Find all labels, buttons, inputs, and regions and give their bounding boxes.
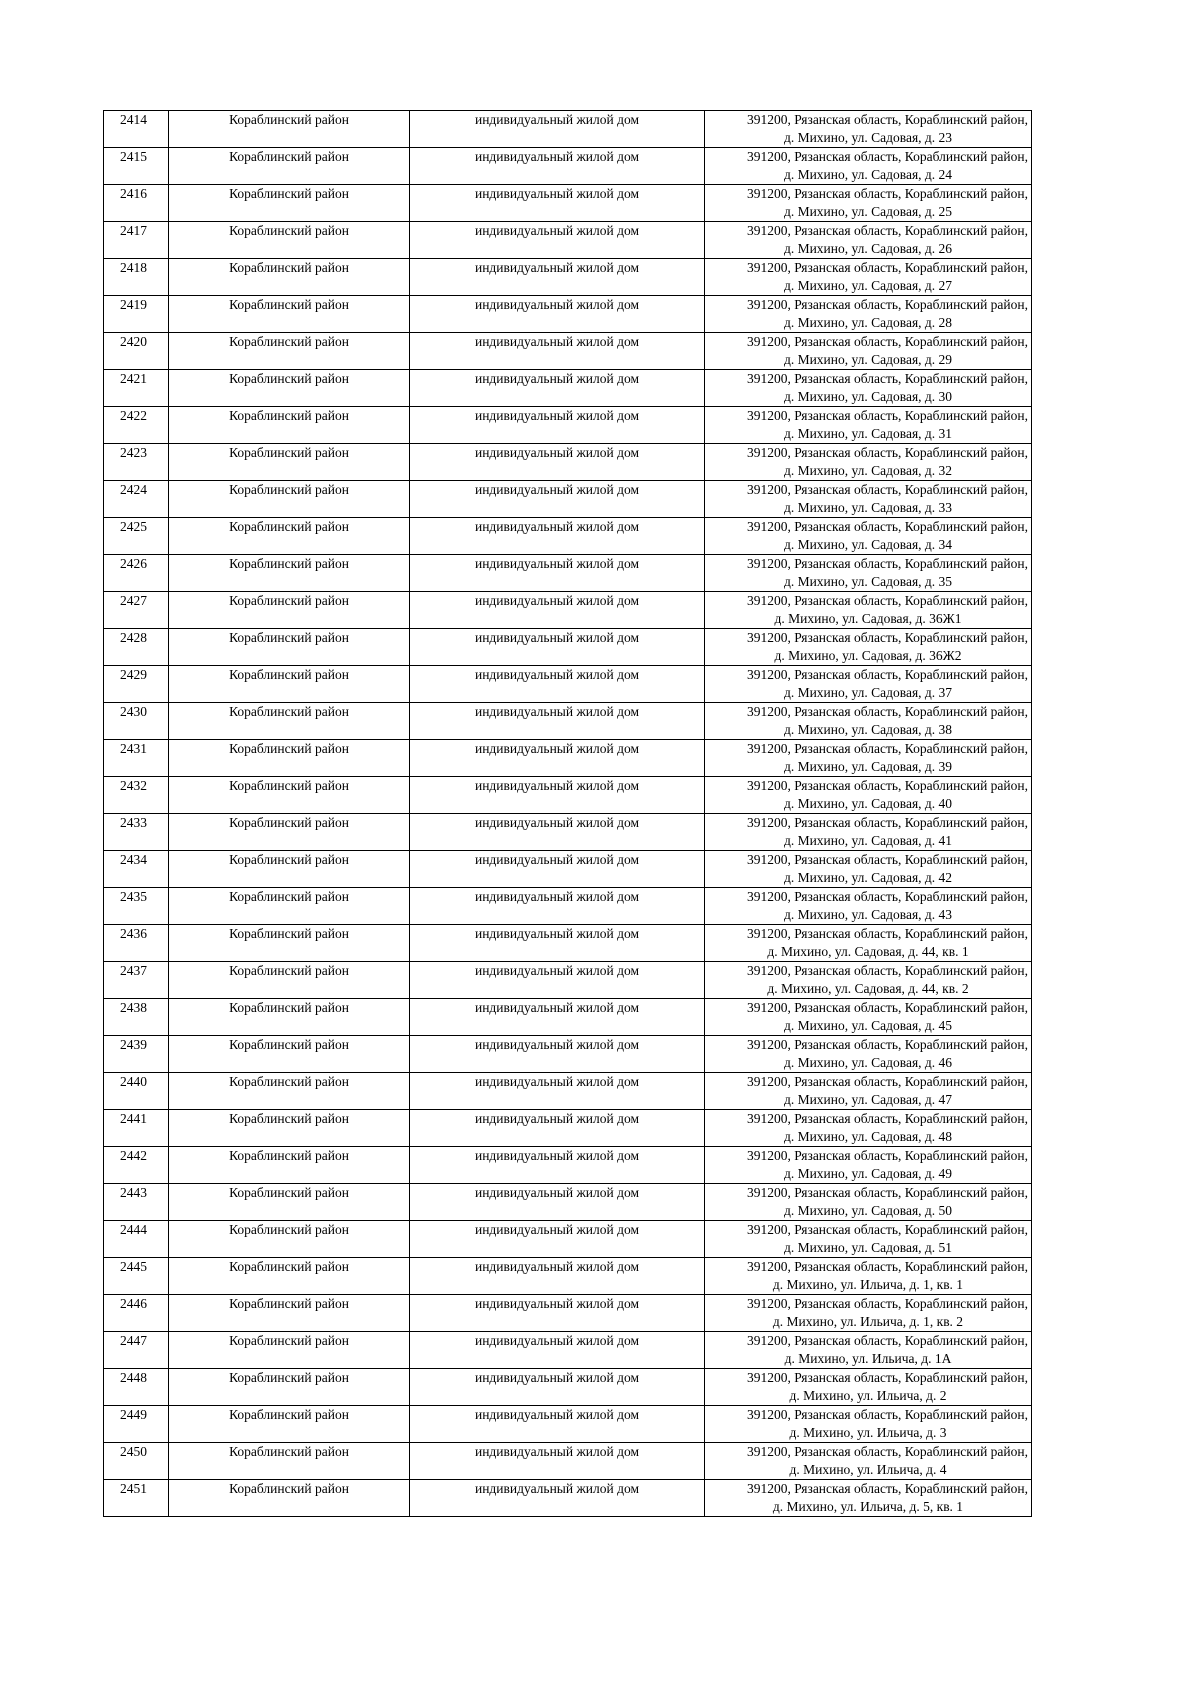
row-district: Кораблинский район [169,370,410,407]
row-object-type: индивидуальный жилой дом [410,1443,705,1480]
address-line-1: 391200, Рязанская область, Кораблинский район, [747,186,1028,201]
address-line-1: 391200, Рязанская область, Кораблинский район, [747,1000,1028,1015]
row-object-type: индивидуальный жилой дом [410,555,705,592]
address-line-1: 391200, Рязанская область, Кораблинский район, [747,1333,1028,1348]
table-row [104,370,1032,407]
address-line-1: 391200, Рязанская область, Кораблинский район, [747,482,1028,497]
row-object-type: индивидуальный жилой дом [410,222,705,259]
address-line-1: 391200, Рязанская область, Кораблинский район, [747,223,1028,238]
address-line-1: 391200, Рязанская область, Кораблинский район, [747,1111,1028,1126]
row-number: 2415 [104,148,169,185]
address-line-1: 391200, Рязанская область, Кораблинский район, [747,889,1028,904]
row-number: 2431 [104,740,169,777]
row-address [705,407,1032,444]
row-object-type: индивидуальный жилой дом [410,1221,705,1258]
row-address [705,555,1032,592]
table-row [104,481,1032,518]
row-number: 2434 [104,851,169,888]
address-line-1: 391200, Рязанская область, Кораблинский район, [747,963,1028,978]
address-line-1: 391200, Рязанская область, Кораблинский район, [747,1185,1028,1200]
address-line-1: 391200, Рязанская область, Кораблинский район, [747,1481,1028,1496]
row-district: Кораблинский район [169,1110,410,1147]
address-line-1: 391200, Рязанская область, Кораблинский район, [747,260,1028,275]
row-district: Кораблинский район [169,481,410,518]
address-line-1: 391200, Рязанская область, Кораблинский район, [747,1407,1028,1422]
row-object-type: индивидуальный жилой дом [410,444,705,481]
row-object-type: индивидуальный жилой дом [410,1295,705,1332]
row-district: Кораблинский район [169,1258,410,1295]
address-line-2: д. Михино, ул. Садовая, д. 48 [783,1129,953,1144]
address-line-1: 391200, Рязанская область, Кораблинский район, [747,704,1028,719]
table-row [104,851,1032,888]
row-number: 2451 [104,1480,169,1517]
row-district: Кораблинский район [169,1073,410,1110]
row-district: Кораблинский район [169,555,410,592]
row-number: 2429 [104,666,169,703]
row-number: 2433 [104,814,169,851]
row-address [705,1295,1032,1332]
table-row [104,1443,1032,1480]
row-object-type: индивидуальный жилой дом [410,592,705,629]
table-row [104,999,1032,1036]
row-district: Кораблинский район [169,851,410,888]
address-line-1: 391200, Рязанская область, Кораблинский район, [747,630,1028,645]
table-row [104,259,1032,296]
address-line-2: д. Михино, ул. Садовая, д. 35 [783,574,953,589]
row-number: 2425 [104,518,169,555]
address-line-1: 391200, Рязанская область, Кораблинский район, [747,334,1028,349]
table-row [104,1406,1032,1443]
address-line-1: 391200, Рязанская область, Кораблинский район, [747,667,1028,682]
table-row [104,407,1032,444]
row-number: 2432 [104,777,169,814]
row-district: Кораблинский район [169,259,410,296]
row-address [705,148,1032,185]
address-line-1: 391200, Рязанская область, Кораблинский район, [747,1296,1028,1311]
row-number: 2419 [104,296,169,333]
row-district: Кораблинский район [169,1221,410,1258]
row-number: 2422 [104,407,169,444]
row-district: Кораблинский район [169,444,410,481]
address-line-1: 391200, Рязанская область, Кораблинский район, [747,1074,1028,1089]
row-district: Кораблинский район [169,222,410,259]
table-row [104,148,1032,185]
row-object-type: индивидуальный жилой дом [410,888,705,925]
address-line-1: 391200, Рязанская область, Кораблинский район, [747,1037,1028,1052]
row-number: 2414 [104,111,169,148]
row-district: Кораблинский район [169,148,410,185]
row-district: Кораблинский район [169,999,410,1036]
address-line-2: д. Михино, ул. Садовая, д. 31 [783,426,953,441]
address-line-2: д. Михино, ул. Ильича, д. 5, кв. 1 [772,1499,964,1514]
row-number: 2441 [104,1110,169,1147]
row-number: 2418 [104,259,169,296]
address-line-2: д. Михино, ул. Садовая, д. 26 [783,241,953,256]
table-row [104,555,1032,592]
row-number: 2446 [104,1295,169,1332]
row-address [705,370,1032,407]
row-object-type: индивидуальный жилой дом [410,370,705,407]
row-object-type: индивидуальный жилой дом [410,296,705,333]
address-line-2: д. Михино, ул. Садовая, д. 39 [783,759,953,774]
row-district: Кораблинский район [169,962,410,999]
address-line-1: 391200, Рязанская область, Кораблинский район, [747,149,1028,164]
row-district: Кораблинский район [169,407,410,444]
row-address [705,1110,1032,1147]
registry-table [103,110,1032,1517]
row-address [705,1036,1032,1073]
address-line-1: 391200, Рязанская область, Кораблинский район, [747,1222,1028,1237]
address-line-2: д. Михино, ул. Садовая, д. 33 [783,500,953,515]
row-number: 2423 [104,444,169,481]
row-number: 2440 [104,1073,169,1110]
row-district: Кораблинский район [169,666,410,703]
row-object-type: индивидуальный жилой дом [410,333,705,370]
address-line-2: д. Михино, ул. Садовая, д. 27 [783,278,953,293]
row-address [705,1406,1032,1443]
row-district: Кораблинский район [169,740,410,777]
address-line-1: 391200, Рязанская область, Кораблинский район, [747,778,1028,793]
row-object-type: индивидуальный жилой дом [410,1110,705,1147]
address-line-2: д. Михино, ул. Садовая, д. 36Ж2 [774,648,962,663]
row-address [705,518,1032,555]
table-row [104,814,1032,851]
table-row [104,518,1032,555]
row-object-type: индивидуальный жилой дом [410,1332,705,1369]
row-district: Кораблинский район [169,592,410,629]
table-row [104,1184,1032,1221]
row-address [705,962,1032,999]
row-district: Кораблинский район [169,925,410,962]
address-line-2: д. Михино, ул. Садовая, д. 50 [783,1203,953,1218]
row-district: Кораблинский район [169,333,410,370]
row-district: Кораблинский район [169,1147,410,1184]
address-line-1: 391200, Рязанская область, Кораблинский район, [747,556,1028,571]
row-address [705,1369,1032,1406]
address-line-1: 391200, Рязанская область, Кораблинский район, [747,593,1028,608]
address-line-2: д. Михино, ул. Садовая, д. 30 [783,389,953,404]
row-number: 2445 [104,1258,169,1295]
row-object-type: индивидуальный жилой дом [410,1147,705,1184]
table-row [104,333,1032,370]
row-address [705,851,1032,888]
table-row [104,629,1032,666]
address-line-1: 391200, Рязанская область, Кораблинский район, [747,519,1028,534]
row-object-type: индивидуальный жилой дом [410,111,705,148]
address-line-2: д. Михино, ул. Ильича, д. 1, кв. 2 [772,1314,964,1329]
row-object-type: индивидуальный жилой дом [410,814,705,851]
address-line-2: д. Михино, ул. Садовая, д. 36Ж1 [774,611,962,626]
table-row [104,666,1032,703]
table-row [104,777,1032,814]
table-row [104,1073,1032,1110]
table-row [104,703,1032,740]
address-line-2: д. Михино, ул. Ильича, д. 1А [784,1351,952,1366]
row-number: 2417 [104,222,169,259]
address-line-1: 391200, Рязанская область, Кораблинский район, [747,926,1028,941]
table-row [104,925,1032,962]
row-address [705,296,1032,333]
row-number: 2438 [104,999,169,1036]
row-district: Кораблинский район [169,703,410,740]
row-object-type: индивидуальный жилой дом [410,851,705,888]
row-number: 2416 [104,185,169,222]
table-row [104,1480,1032,1517]
row-address [705,1147,1032,1184]
row-object-type: индивидуальный жилой дом [410,1369,705,1406]
table-row [104,185,1032,222]
address-line-2: д. Михино, ул. Ильича, д. 4 [789,1462,947,1477]
row-object-type: индивидуальный жилой дом [410,666,705,703]
address-line-2: д. Михино, ул. Садовая, д. 46 [783,1055,953,1070]
row-district: Кораблинский район [169,1332,410,1369]
address-line-1: 391200, Рязанская область, Кораблинский район, [747,112,1028,127]
row-object-type: индивидуальный жилой дом [410,148,705,185]
row-number: 2435 [104,888,169,925]
row-number: 2442 [104,1147,169,1184]
row-object-type: индивидуальный жилой дом [410,629,705,666]
row-object-type: индивидуальный жилой дом [410,1480,705,1517]
row-number: 2428 [104,629,169,666]
address-line-2: д. Михино, ул. Ильича, д. 3 [789,1425,947,1440]
table-row [104,222,1032,259]
row-district: Кораблинский район [169,814,410,851]
address-line-2: д. Михино, ул. Садовая, д. 43 [783,907,953,922]
row-district: Кораблинский район [169,296,410,333]
table-row [104,444,1032,481]
row-number: 2421 [104,370,169,407]
address-line-2: д. Михино, ул. Ильича, д. 1, кв. 1 [772,1277,964,1292]
table-row [104,111,1032,148]
address-line-1: 391200, Рязанская область, Кораблинский район, [747,371,1028,386]
row-address [705,185,1032,222]
row-address [705,111,1032,148]
row-object-type: индивидуальный жилой дом [410,777,705,814]
table-row [104,1036,1032,1073]
row-address [705,592,1032,629]
row-address [705,814,1032,851]
row-object-type: индивидуальный жилой дом [410,740,705,777]
address-line-2: д. Михино, ул. Садовая, д. 37 [783,685,953,700]
row-address [705,888,1032,925]
row-address [705,1184,1032,1221]
address-line-2: д. Михино, ул. Садовая, д. 23 [783,130,953,145]
row-address [705,1480,1032,1517]
row-district: Кораблинский район [169,1036,410,1073]
address-line-1: 391200, Рязанская область, Кораблинский район, [747,1259,1028,1274]
row-number: 2443 [104,1184,169,1221]
registry-table-body [104,111,1032,1517]
address-line-2: д. Михино, ул. Садовая, д. 32 [783,463,953,478]
table-row [104,1110,1032,1147]
row-address [705,1443,1032,1480]
address-line-2: д. Михино, ул. Садовая, д. 41 [783,833,953,848]
address-line-1: 391200, Рязанская область, Кораблинский район, [747,1370,1028,1385]
table-row [104,1258,1032,1295]
row-district: Кораблинский район [169,888,410,925]
row-object-type: индивидуальный жилой дом [410,1184,705,1221]
row-number: 2450 [104,1443,169,1480]
table-row [104,740,1032,777]
row-number: 2427 [104,592,169,629]
address-line-2: д. Михино, ул. Садовая, д. 45 [783,1018,953,1033]
row-number: 2449 [104,1406,169,1443]
table-row [104,962,1032,999]
table-row [104,1295,1032,1332]
address-line-2: д. Михино, ул. Садовая, д. 44, кв. 2 [767,981,969,996]
row-number: 2436 [104,925,169,962]
row-district: Кораблинский район [169,185,410,222]
row-address [705,1258,1032,1295]
row-object-type: индивидуальный жилой дом [410,925,705,962]
row-object-type: индивидуальный жилой дом [410,185,705,222]
row-district: Кораблинский район [169,777,410,814]
row-object-type: индивидуальный жилой дом [410,407,705,444]
row-district: Кораблинский район [169,1480,410,1517]
row-object-type: индивидуальный жилой дом [410,518,705,555]
row-address [705,444,1032,481]
row-district: Кораблинский район [169,1369,410,1406]
row-number: 2448 [104,1369,169,1406]
row-number: 2439 [104,1036,169,1073]
table-row [104,1369,1032,1406]
address-line-2: д. Михино, ул. Садовая, д. 24 [783,167,953,182]
row-address [705,1332,1032,1369]
address-line-1: 391200, Рязанская область, Кораблинский район, [747,445,1028,460]
address-line-2: д. Михино, ул. Ильича, д. 2 [789,1388,947,1403]
row-object-type: индивидуальный жилой дом [410,481,705,518]
row-district: Кораблинский район [169,1184,410,1221]
row-number: 2444 [104,1221,169,1258]
address-line-2: д. Михино, ул. Садовая, д. 49 [783,1166,953,1181]
address-line-1: 391200, Рязанская область, Кораблинский район, [747,297,1028,312]
row-address [705,666,1032,703]
address-line-1: 391200, Рязанская область, Кораблинский район, [747,815,1028,830]
row-district: Кораблинский район [169,518,410,555]
row-address [705,740,1032,777]
row-object-type: индивидуальный жилой дом [410,1406,705,1443]
row-object-type: индивидуальный жилой дом [410,1036,705,1073]
address-line-2: д. Михино, ул. Садовая, д. 44, кв. 1 [767,944,969,959]
table-row [104,296,1032,333]
row-number: 2447 [104,1332,169,1369]
row-address [705,777,1032,814]
row-number: 2424 [104,481,169,518]
address-line-2: д. Михино, ул. Садовая, д. 42 [783,870,953,885]
table-row [104,1221,1032,1258]
table-row [104,1147,1032,1184]
row-object-type: индивидуальный жилой дом [410,1258,705,1295]
address-line-2: д. Михино, ул. Садовая, д. 38 [783,722,953,737]
row-address [705,1221,1032,1258]
address-line-1: 391200, Рязанская область, Кораблинский район, [747,1444,1028,1459]
table-row [104,592,1032,629]
address-line-1: 391200, Рязанская область, Кораблинский район, [747,741,1028,756]
table-row [104,1332,1032,1369]
row-number: 2437 [104,962,169,999]
row-district: Кораблинский район [169,1295,410,1332]
table-row [104,888,1032,925]
row-number: 2420 [104,333,169,370]
row-address [705,222,1032,259]
row-district: Кораблинский район [169,111,410,148]
address-line-2: д. Михино, ул. Садовая, д. 29 [783,352,953,367]
address-line-2: д. Михино, ул. Садовая, д. 28 [783,315,953,330]
address-line-2: д. Михино, ул. Садовая, д. 40 [783,796,953,811]
address-line-2: д. Михино, ул. Садовая, д. 25 [783,204,953,219]
row-number: 2426 [104,555,169,592]
address-line-2: д. Михино, ул. Садовая, д. 47 [783,1092,953,1107]
row-address [705,999,1032,1036]
row-object-type: индивидуальный жилой дом [410,999,705,1036]
address-line-1: 391200, Рязанская область, Кораблинский район, [747,408,1028,423]
address-line-2: д. Михино, ул. Садовая, д. 51 [783,1240,953,1255]
address-line-1: 391200, Рязанская область, Кораблинский район, [747,1148,1028,1163]
row-object-type: индивидуальный жилой дом [410,703,705,740]
row-address [705,629,1032,666]
row-district: Кораблинский район [169,1406,410,1443]
row-address [705,1073,1032,1110]
row-address [705,703,1032,740]
row-address [705,925,1032,962]
row-object-type: индивидуальный жилой дом [410,962,705,999]
row-address [705,333,1032,370]
address-line-2: д. Михино, ул. Садовая, д. 34 [783,537,953,552]
row-object-type: индивидуальный жилой дом [410,259,705,296]
row-district: Кораблинский район [169,1443,410,1480]
row-object-type: индивидуальный жилой дом [410,1073,705,1110]
address-line-1: 391200, Рязанская область, Кораблинский район, [747,852,1028,867]
row-district: Кораблинский район [169,629,410,666]
row-address [705,259,1032,296]
row-address [705,481,1032,518]
row-number: 2430 [104,703,169,740]
